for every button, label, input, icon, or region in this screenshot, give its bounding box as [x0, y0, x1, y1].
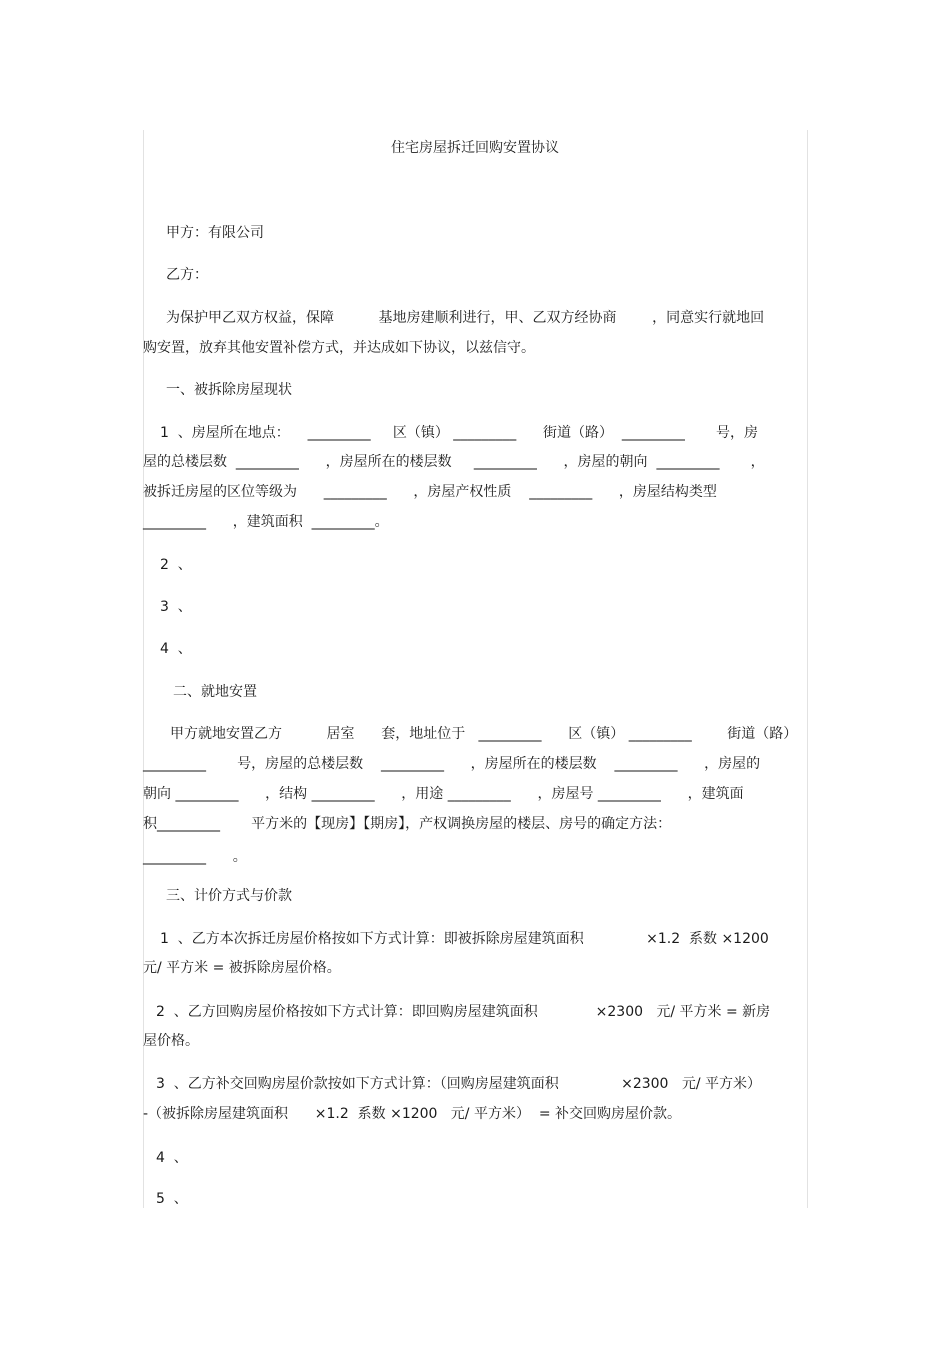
section3-heading: 三、计价方式与价款: [166, 888, 292, 904]
section3-item1-line-2: 元/ 平方米 = 被拆除房屋价格。: [143, 960, 341, 976]
section1-item1-line-1: 1 、房屋所在地点： _________ 区（镇） _________ 街道（路） _________ 号，房: [160, 425, 759, 441]
page-border-right: [807, 130, 808, 1208]
section1-item1-line-3: 被拆迁房屋的区位等级为 _________ ，房屋产权性质 _________ ，房屋结构类型: [143, 484, 717, 500]
section3-item2-line-2: 屋价格。: [143, 1033, 199, 1049]
section1-item1-line-4: _________ ，建筑面积 _________。: [143, 514, 389, 530]
section1-item2: 2 、: [160, 557, 192, 573]
section3-item1-line-1: 1 、乙方本次拆迁房屋价格按如下方式计算：即被拆除房屋建筑面积 ×1.2 系数 ×1200: [160, 931, 769, 947]
intro-line-1: 为保护甲乙双方权益，保障 基地房建顺利进行，甲、乙双方经协商 ，同意实行就地回: [166, 310, 765, 326]
section2-heading: 二、就地安置: [173, 684, 257, 700]
party-a: 甲方：有限公司: [166, 225, 264, 241]
section3-item2-line-1: 2 、乙方回购房屋价格按如下方式计算：即回购房屋建筑面积 ×2300 元/ 平方米 = 新房: [156, 1004, 771, 1020]
section3-item3-line-2: -（被拆除房屋建筑面积 ×1.2 系数 ×1200 元/ 平方米） = 补交回购房屋价款。: [143, 1106, 682, 1122]
section2-line-2: _________ 号，房屋的总楼层数 _________ ，房屋所在的楼层数 _________ ，房屋的: [143, 756, 761, 772]
section1-item4: 4 、: [160, 641, 192, 657]
section3-item5: 5 、: [156, 1191, 188, 1207]
section2-line-4: 积_________ 平方米的【现房】【期房】，产权调换房屋的楼层、房号的确定方法：: [143, 816, 672, 832]
section1-item1-line-2: 屋的总楼层数 _________ ，房屋所在的楼层数 _________ ，房屋的朝向 _________ ，: [143, 454, 765, 470]
section1-heading: 一、被拆除房屋现状: [166, 382, 292, 398]
section1-item3: 3 、: [160, 599, 192, 615]
party-b: 乙方：: [166, 267, 208, 283]
section3-item3-line-1: 3 、乙方补交回购房屋价款按如下方式计算：（回购房屋建筑面积 ×2300 元/ 平方米）: [156, 1076, 761, 1092]
section2-line-3: 朝向 _________ ，结构 _________ ，用途 _________ ，房屋号 _________ ，建筑面: [143, 786, 744, 802]
section2-line-5: _________ 。: [143, 849, 247, 865]
document-title: 住宅房屋拆迁回购安置协议: [391, 140, 559, 156]
intro-line-2: 购安置，放弃其他安置补偿方式，并达成如下协议，以兹信守。: [143, 340, 535, 356]
section2-line-1: 甲方就地安置乙方 居室 套，地址位于 _________ 区（镇） _________ 街道（路）: [170, 726, 798, 742]
section3-item4: 4 、: [156, 1150, 188, 1166]
